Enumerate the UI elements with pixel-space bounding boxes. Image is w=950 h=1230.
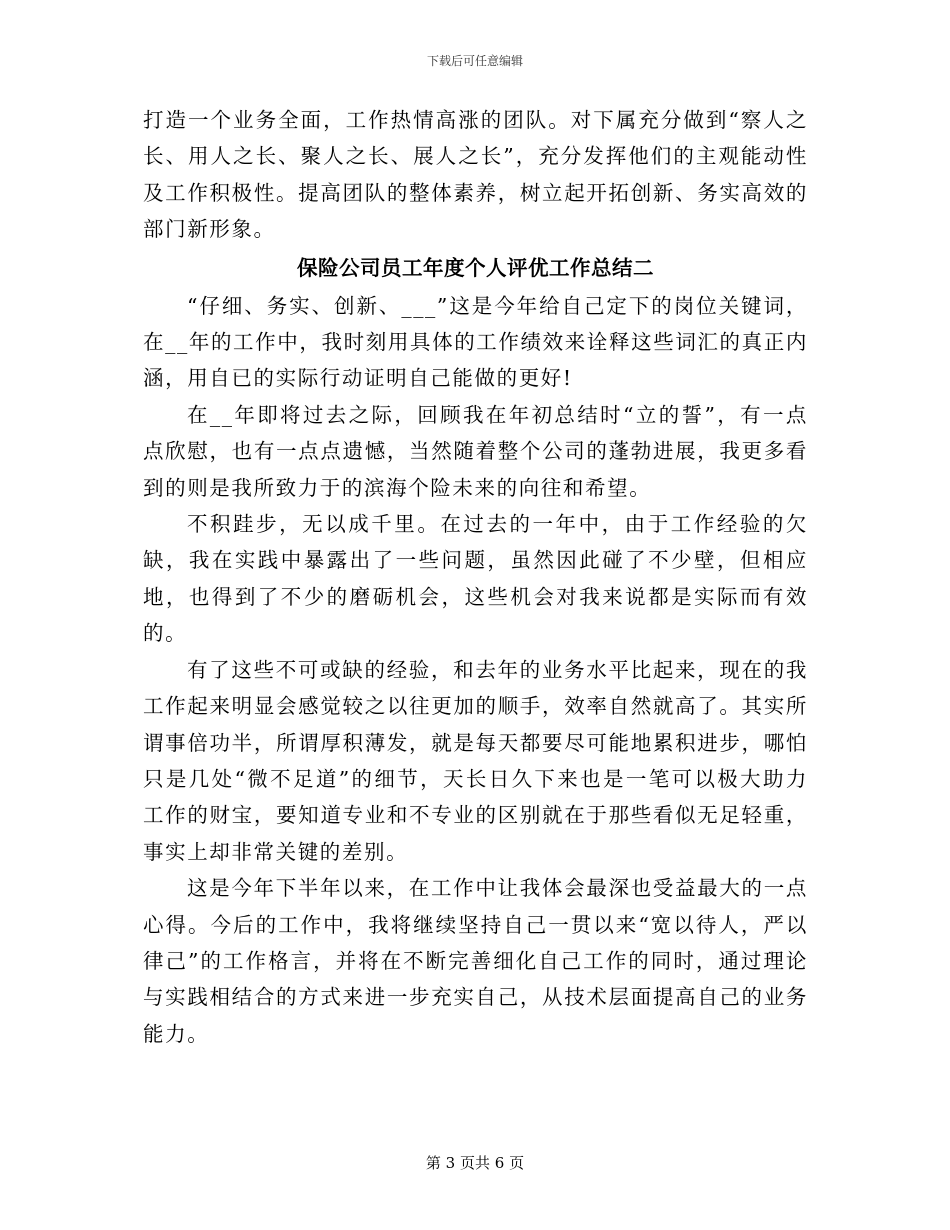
document-body [143, 102, 808, 1052]
page-number-footer: 第 3 页共 6 页 [425, 1154, 525, 1172]
body-paragraph-5: 这是今年下半年以来，在工作中让我体会最深也受益最大的一点心得。今后的工作中，我将继续坚持自己一贯以来“宽以待人，严以律己”的工作格言，并将在不断完善细化自己工作的同时，通过理论与实践相结合的方式来进一步充实自己，从技术层面提高自己的业务能力。 [143, 876, 808, 1046]
page-header-note: 下载后可任意编辑 [426, 54, 523, 68]
body-paragraph-2: 在__年即将过去之际，回顾我在年初总结时“立的誓”，有一点点欣慰，也有一点点遗憾，当然随着整个公司的蓬勃进展，我更多看到的则是我所致力于的滨海个险未来的向往和希望。 [143, 402, 808, 500]
continued-paragraph: 打造一个业务全面，工作热情高涨的团队。对下属充分做到“察人之长、用人之长、聚人之长、展人之长”，充分发挥他们的主观能动性及工作积极性。提高团队的整体素养，树立起开拓创新、务实高效的部门新形象。 [143, 108, 808, 242]
body-paragraph-1: “仔细、务实、创新、___”这是今年给自己定下的岗位关键词，在__年的工作中，我时刻用具体的工作绩效来诠释这些词汇的真正内涵，用自已的实际行动证明自己能做的更好! [143, 293, 808, 391]
section-title: 保险公司员工年度个人评优工作总结二 [297, 255, 654, 280]
body-paragraph-3: 不积跬步，无以成千里。在过去的一年中，由于工作经验的欠缺，我在实践中暴露出了一些问题，虽然因此碰了不少壁，但相应地，也得到了不少的磨砺机会，这些机会对我来说都是实际而有效的。 [143, 512, 808, 646]
body-paragraph-4: 有了这些不可或缺的经验，和去年的业务水平比起来，现在的我工作起来明显会感觉较之以往更加的顺手，效率自然就高了。其实所谓事倍功半，所谓厚积薄发，就是每天都要尽可能地累积进步，哪怕只是几处“微不足道”的细节，天长日久下来也是一笔可以极大助力工作的财宝，要知道专业和不专业的区别就在于那些看似无足轻重，事实上却非常关键的差别。 [143, 657, 808, 864]
